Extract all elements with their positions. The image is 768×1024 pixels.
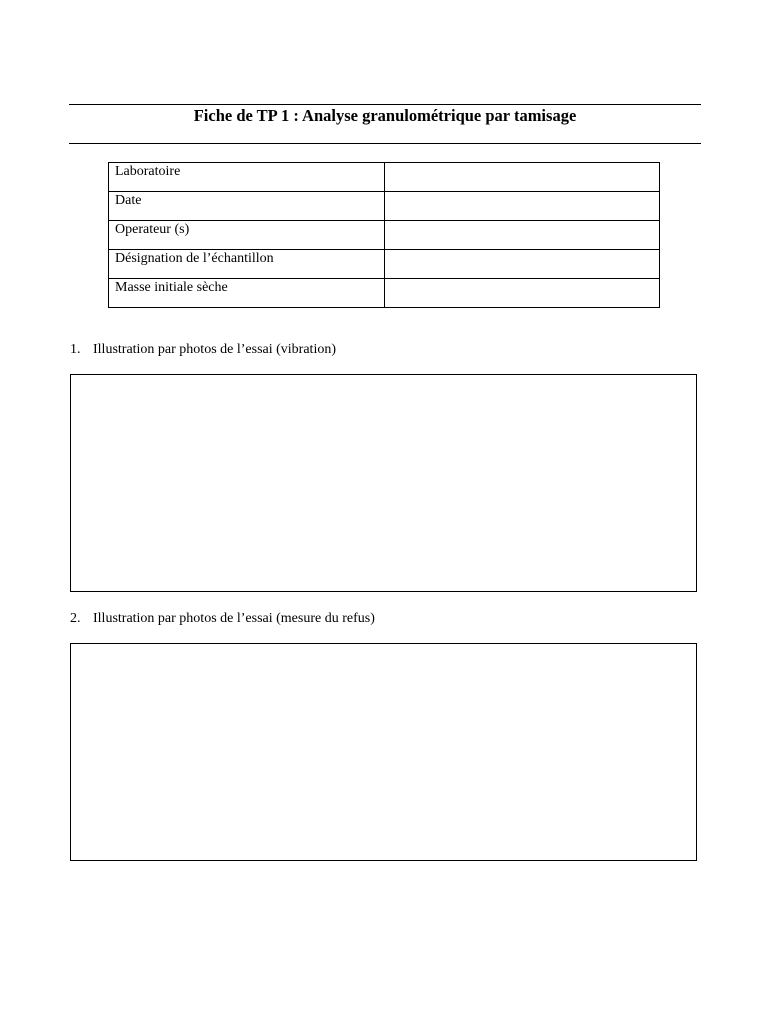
row-value-laboratoire[interactable] [384, 163, 659, 192]
table-row [109, 163, 660, 192]
row-label-operateur: Operateur (s) [109, 221, 385, 250]
table-row [109, 192, 660, 221]
row-label-date: Date [109, 192, 385, 221]
table-row [109, 279, 660, 308]
section-title-1: Illustration par photos de l’essai (vibration) [93, 342, 336, 357]
section-heading-2 [70, 610, 375, 628]
table-row [109, 250, 660, 279]
row-label-masse: Masse initiale sèche [109, 279, 385, 308]
photo-box-vibration[interactable] [70, 374, 697, 592]
row-label-laboratoire: Laboratoire [109, 163, 385, 192]
title-bottom-rule [69, 143, 701, 144]
photo-box-mesure-refus[interactable] [70, 643, 697, 861]
document-title: Fiche de TP 1 : Analyse granulométrique par tamisage [193, 106, 577, 125]
section-heading-1 [70, 341, 336, 359]
section-title-2: Illustration par photos de l’essai (mesure du refus) [93, 611, 375, 626]
row-value-masse[interactable] [384, 279, 659, 308]
table-row [109, 221, 660, 250]
row-value-date[interactable] [384, 192, 659, 221]
section-number-1: 1. [70, 342, 81, 357]
row-label-designation: Désignation de l’échantillon [109, 250, 385, 279]
info-table [108, 162, 660, 308]
row-value-operateur[interactable] [384, 221, 659, 250]
section-number-2: 2. [70, 611, 81, 626]
row-value-designation[interactable] [384, 250, 659, 279]
